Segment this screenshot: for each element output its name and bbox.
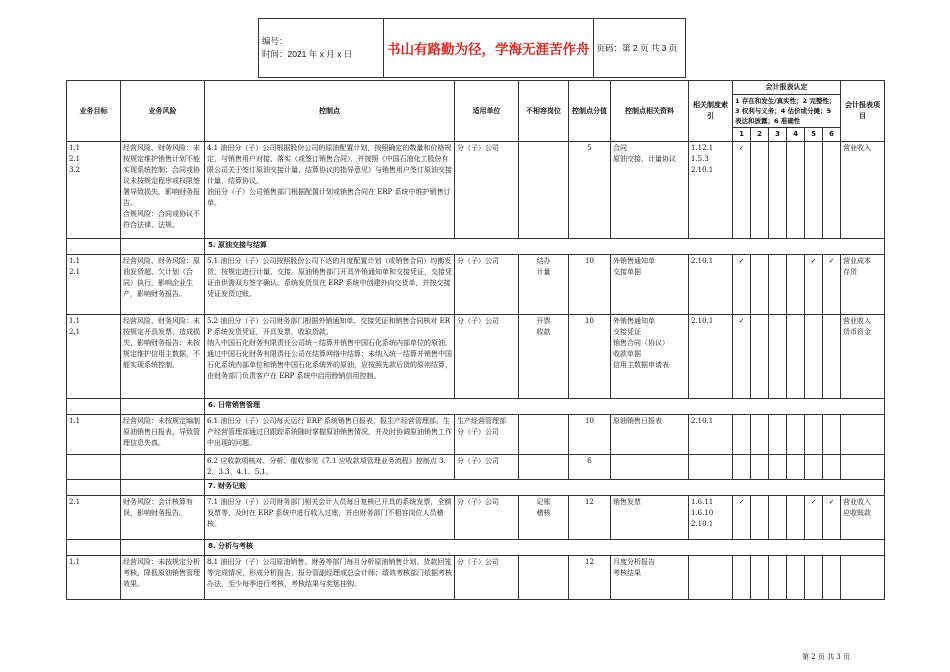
check-cell-5 — [805, 556, 823, 600]
table-row — [67, 315, 885, 399]
empty-cell — [67, 480, 121, 496]
unit-cell: 分（子）公司 — [455, 142, 519, 239]
goal-cell: 1.1 2.1 — [67, 315, 121, 399]
col-incompatible-post: 不相容岗位 — [519, 81, 569, 142]
col-goal: 业务目标 — [67, 81, 121, 142]
table-row — [67, 415, 885, 455]
time-label: 时间：2021 年 x 月 x 日 — [262, 49, 353, 59]
check-cell-4 — [787, 255, 805, 315]
col-num-4: 4 — [787, 128, 805, 142]
incompatible-post-cell — [519, 142, 569, 239]
col-num-1: 1 — [733, 128, 751, 142]
check-cell-5: ✓ — [805, 255, 823, 315]
control-matrix-table — [66, 80, 885, 600]
col-fr-item: 会计报表项目 — [841, 81, 885, 142]
score-cell: 5 — [569, 142, 611, 239]
check-cell-3 — [769, 455, 787, 480]
section-row — [67, 399, 885, 415]
fr-item-cell: 营业收入 货币资金 — [841, 315, 885, 399]
empty-cell — [121, 399, 205, 415]
ref-cell — [689, 556, 733, 600]
col-score: 控制点分值 — [569, 81, 611, 142]
incompatible-post-cell: 结办 计量 — [519, 255, 569, 315]
check-cell-6 — [823, 142, 841, 239]
page-footer: 第 2 页 共 3 页 — [801, 653, 850, 661]
incompatible-post-cell — [519, 455, 569, 480]
col-unit: 适用单位 — [455, 81, 519, 142]
check-cell-2 — [751, 255, 769, 315]
col-num-2: 2 — [751, 128, 769, 142]
check-cell-5 — [805, 455, 823, 480]
check-cell-5 — [805, 315, 823, 399]
ref-cell — [689, 455, 733, 480]
control-cell: 4.1 油田分（子）公司根据股份公司的原油配置计划，按照确定的数量和价格规定，与销售用户对接、落实（或签订销售合同），并按照《中国石油化工股份有限公司关于签订原油交接计量、结算协议的指导意见》与销售用户签订原油交接计量、结算协议。 油田分（子）公司销售部门根据配置计划或销售合同在 ERP 系统中维护销售订单。 — [205, 142, 455, 239]
header-page-info: 页码：第 2 页 共 3 页 — [593, 19, 685, 78]
check-cell-6 — [823, 556, 841, 600]
fr-item-cell — [841, 455, 885, 480]
check-cell-5: ✓ — [805, 496, 823, 540]
check-cell-4 — [787, 315, 805, 399]
docs-cell: 外销售通知单 交接凭证 销售合同（协议） 收款单据 信用主数据申请表 — [611, 315, 689, 399]
incompatible-post-cell: 开票 收款 — [519, 315, 569, 399]
empty-cell — [121, 540, 205, 556]
score-cell: 6 — [569, 455, 611, 480]
section-title: 5. 原油交接与结算 — [205, 239, 885, 255]
table-row — [67, 455, 885, 480]
docs-cell: 外销售通知单 交接单据 — [611, 255, 689, 315]
check-cell-3 — [769, 556, 787, 600]
check-cell-1: ✓ — [733, 142, 751, 239]
check-cell-4 — [787, 556, 805, 600]
check-cell-1 — [733, 455, 751, 480]
score-cell: 12 — [569, 556, 611, 600]
risk-cell: 经营风险、财务风险：原油发货超、欠计划（合同）执行，影响企业生产，影响财务报告。 — [121, 255, 205, 315]
risk-cell: 经营风险：未按规定编制原油销售日报表，导致管理信息失真。 — [121, 415, 205, 455]
check-cell-5 — [805, 415, 823, 455]
col-fr-desc: 1 存在和发生/真实性；2 完整性；3 权利与义务；4 估价或分摊；5 表达和披露；6 准确性 — [733, 95, 841, 128]
unit-cell: 分（子）公司 — [455, 556, 519, 600]
header-meta — [259, 19, 384, 78]
check-cell-6: ✓ — [823, 496, 841, 540]
risk-cell: 经营风险：未按规定分析考核，降低原油销售管理效果。 — [121, 556, 205, 600]
check-cell-4 — [787, 415, 805, 455]
fr-item-cell — [841, 556, 885, 600]
docs-cell: 原油销售日报表 — [611, 415, 689, 455]
check-cell-6: ✓ — [823, 255, 841, 315]
check-cell-1: ✓ — [733, 315, 751, 399]
col-num-5: 5 — [805, 128, 823, 142]
check-cell-4 — [787, 496, 805, 540]
fr-item-cell — [841, 415, 885, 455]
risk-cell: 经营风险、财务风险：未按规定开具发票，造成损失，影响财务报告；未按规定维护信用主数据，不能实现系统控制。 — [121, 315, 205, 399]
check-cell-2 — [751, 315, 769, 399]
table-row — [67, 496, 885, 540]
docs-cell: 合同 原油交接、计量协议 — [611, 142, 689, 239]
table-row — [67, 556, 885, 600]
score-cell: 10 — [569, 255, 611, 315]
risk-cell — [121, 455, 205, 480]
check-cell-6 — [823, 415, 841, 455]
col-risk: 业务风险 — [121, 81, 205, 142]
control-cell: 5.2 油田分（子）公司财务部门根据外销通知单、交接凭证和销售合同核对 ERP 系统发货凭证，开具发票，收取货款。 纳入中国石化财务有限责任公司统一结算并销售中国石化系统内部单位的原油，通过中国石化财务有限责任公司在结算网络中结算；未纳入统一结算并销售中国石化系统内部单位和销售中国石化系统外的原油，应按照先款后货的原则结算，由财务部门负责客户在 ERP 系统中启用赊销信用控制。 — [205, 315, 455, 399]
score-cell: 10 — [569, 415, 611, 455]
empty-cell — [67, 239, 121, 255]
incompatible-post-cell: 记账 稽核 — [519, 496, 569, 540]
empty-cell — [67, 540, 121, 556]
check-cell-2 — [751, 142, 769, 239]
check-cell-1 — [733, 556, 751, 600]
check-cell-3 — [769, 496, 787, 540]
col-num-3: 3 — [769, 128, 787, 142]
col-control: 控制点 — [205, 81, 455, 142]
section-row — [67, 540, 885, 556]
section-title: 7. 财务记账 — [205, 480, 885, 496]
section-row — [67, 480, 885, 496]
check-cell-2 — [751, 455, 769, 480]
unit-cell: 分（子）公司 — [455, 496, 519, 540]
score-cell: 10 — [569, 315, 611, 399]
docs-cell — [611, 455, 689, 480]
col-num-6: 6 — [823, 128, 841, 142]
ref-cell: 1.12.1 1.5.3 2.10.1 — [689, 142, 733, 239]
empty-cell — [67, 399, 121, 415]
check-cell-1: ✓ — [733, 255, 751, 315]
table-body — [67, 142, 885, 600]
docs-cell: 月度分析报告 考核结果 — [611, 556, 689, 600]
unit-cell: 分（子）公司 — [455, 315, 519, 399]
check-cell-2 — [751, 415, 769, 455]
ref-cell: 2.10.1 — [689, 315, 733, 399]
check-cell-1: ✓ — [733, 496, 751, 540]
empty-cell — [121, 480, 205, 496]
docs-cell: 销售发票 — [611, 496, 689, 540]
check-cell-3 — [769, 315, 787, 399]
check-cell-1 — [733, 415, 751, 455]
control-cell: 8.1 油田分（子）公司原油销售、财务等部门每月分析原油销售计划、货款回笼等完成情况，形成分析报告，报分管副经理或总会计师；绩效考核部门依据考核办法，至少每季进行考核，考核结果与奖惩挂钩。 — [205, 556, 455, 600]
goal-cell — [67, 455, 121, 480]
table-row — [67, 255, 885, 315]
goal-cell: 1.1 — [67, 556, 121, 600]
goal-cell: 1.1 — [67, 415, 121, 455]
score-cell: 12 — [569, 496, 611, 540]
table-row — [67, 142, 885, 239]
ref-cell: 2.10.1 — [689, 255, 733, 315]
unit-cell: 生产经营管理部 分（子）公司 — [455, 415, 519, 455]
control-cell: 6.2 应收款项核对、分析、催收参见《7.1 应收款项管理业务流程》控制点 3.2、3.3、4.1、5.1。 — [205, 455, 455, 480]
unit-cell: 分（子）公司 — [455, 455, 519, 480]
check-cell-3 — [769, 142, 787, 239]
check-cell-3 — [769, 415, 787, 455]
goal-cell: 2.1 — [67, 496, 121, 540]
header-slogan: 书山有路勤为径，学海无涯苦作舟 — [384, 19, 594, 78]
check-cell-4 — [787, 455, 805, 480]
col-ref: 相关制度索引 — [689, 81, 733, 142]
document-header — [258, 18, 686, 78]
risk-cell: 经营风险、财务风险：未按规定维护销售计划不能实现系统控制；合同或协议未按规定程序或权限签署导致损失，影响财务报告。 合规风险：合同或协议不符合法律、法规。 — [121, 142, 205, 239]
control-cell: 6.1 油田分（子）公司每天运行 ERP 系统销售日报表，报生产经营管理部。生产经营管理部通过日跟踪系统随时掌握原油销售情况，并及时协调原油销售工作中出现的问题。 — [205, 415, 455, 455]
fr-item-cell: 营业收入 应收账款 — [841, 496, 885, 540]
goal-cell: 1.1 2.1 — [67, 255, 121, 315]
fr-item-cell: 营业成本 存货 — [841, 255, 885, 315]
fr-item-cell: 营业收入 — [841, 142, 885, 239]
ref-cell: 1.6.11 1.6.10 2.10.1 — [689, 496, 733, 540]
incompatible-post-cell — [519, 415, 569, 455]
check-cell-6 — [823, 315, 841, 399]
incompatible-post-cell — [519, 556, 569, 600]
col-fr-group: 会计报表认定 — [733, 81, 841, 95]
section-row — [67, 239, 885, 255]
col-docs: 控制点相关资料 — [611, 81, 689, 142]
empty-cell — [121, 239, 205, 255]
risk-cell: 财务风险：会计核算有误，影响财务报告。 — [121, 496, 205, 540]
check-cell-5 — [805, 142, 823, 239]
check-cell-3 — [769, 255, 787, 315]
section-title: 6. 日常销售管理 — [205, 399, 885, 415]
control-cell: 5.1 油田分（子）公司按照股份公司下达的月度配置计划（或销售合同）均衡发货，按规定进行计量、交接。原油销售部门开具外销通知单和交接凭证，交接凭证由供需双方签字确认。系统发货员在 ERP 系统中创建外向交货单，并按交接凭证发货过账。 — [205, 255, 455, 315]
number-label: 编号： — [262, 36, 288, 46]
goal-cell: 1.1 2.1 3.2 — [67, 142, 121, 239]
check-cell-6 — [823, 455, 841, 480]
check-cell-2 — [751, 496, 769, 540]
section-title: 8. 分析与考核 — [205, 540, 885, 556]
ref-cell: 2.10.1 — [689, 415, 733, 455]
unit-cell: 分（子）公司 — [455, 255, 519, 315]
check-cell-4 — [787, 142, 805, 239]
check-cell-2 — [751, 556, 769, 600]
control-cell: 7.1 油田分（子）公司财务部门相关会计人员每日复核已开具的系统发票，全额发票等，及时在 ERP 系统中进行收入过账，并由财务部门不相容岗位人员稽核。 — [205, 496, 455, 540]
